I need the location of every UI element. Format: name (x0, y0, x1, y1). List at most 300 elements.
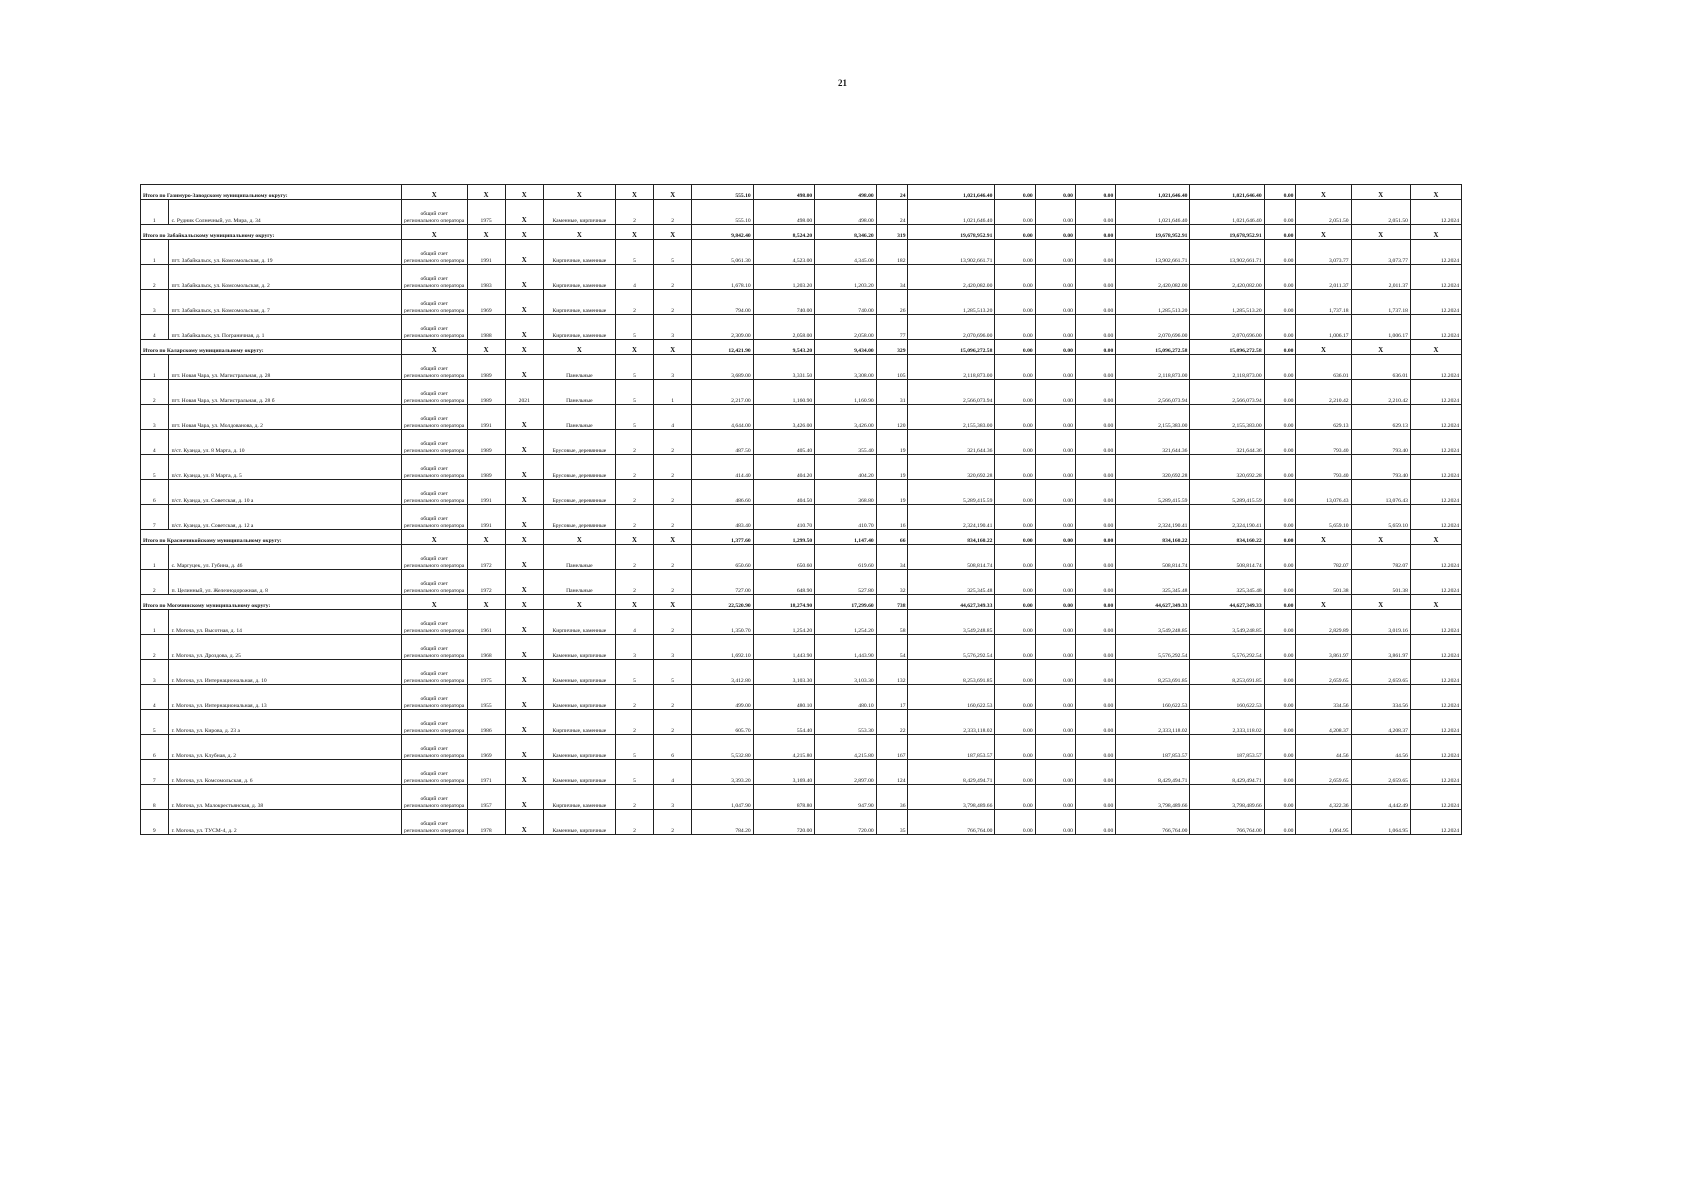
entrances-cell: 3 (654, 315, 692, 340)
entrances-cell: 3 (654, 635, 692, 660)
fund-owners-sum-cell: 834,160.22 (1190, 530, 1264, 545)
unit-cost-limit-cell: 629.13 (1351, 405, 1410, 430)
area-residential-cell: 3,426.00 (815, 405, 876, 430)
address-cell: г. Могоча, ул. Малокрестьянская, д. 38 (168, 785, 401, 810)
year-built-cell: 1989 (467, 355, 505, 380)
floors-cell: 5 (615, 405, 653, 430)
year-overhaul-cell: X (505, 290, 543, 315)
address-cell: г. Могоча, ул. ТУСМ-4, д. 2 (168, 810, 401, 835)
area-premises-cell: 498.00 (753, 185, 814, 200)
operator-cell: общий счет регионального оператора (401, 200, 467, 225)
cost-total-cell: 2,070,696.00 (908, 315, 995, 340)
operator-cell: общий счет регионального оператора (401, 355, 467, 380)
area-total-cell: 486.60 (692, 480, 753, 505)
floors-cell: 2 (615, 480, 653, 505)
operator-cell: общий счет регионального оператора (401, 635, 467, 660)
row-number-cell: 1 (141, 200, 169, 225)
residents-cell: 22 (876, 710, 908, 735)
unit-cost-limit-cell: 3,019.16 (1351, 610, 1410, 635)
fund-owners-sum-cell: 1,285,513.20 (1190, 290, 1264, 315)
deadline-cell: 12.2024 (1410, 265, 1461, 290)
unit-cost-cell: 2,659.65 (1296, 660, 1351, 685)
fund-regional-cell: 0.00 (1035, 545, 1075, 570)
deadline-cell: X (1410, 225, 1461, 240)
year-built-cell: 1975 (467, 660, 505, 685)
operator-cell: общий счет регионального оператора (401, 265, 467, 290)
fund-local-cell: 0.00 (1075, 200, 1115, 225)
area-residential-cell: 498.00 (815, 200, 876, 225)
area-total-cell: 3,393.20 (692, 760, 753, 785)
year-overhaul-cell: X (505, 530, 543, 545)
year-built-cell: 1986 (467, 710, 505, 735)
district-total-title: Итого по Забайкальскому муниципальному округу: (141, 225, 402, 240)
fund-regional-cell: 0.00 (1035, 635, 1075, 660)
area-residential-cell: 947.90 (815, 785, 876, 810)
unit-cost-cell: 2,659.65 (1296, 760, 1351, 785)
residents-cell: 24 (876, 185, 908, 200)
row-number-cell: 1 (141, 610, 169, 635)
fund-owners-cell: 44,627,349.33 (1116, 595, 1190, 610)
entrances-cell: 2 (654, 610, 692, 635)
address-cell: г. Могоча, ул. Интернациональная, д. 13 (168, 685, 401, 710)
area-residential-cell: 404.20 (815, 455, 876, 480)
fund-regional-cell: 0.00 (1035, 660, 1075, 685)
year-overhaul-cell: X (505, 635, 543, 660)
unit-cost-limit-cell: 3,073.77 (1351, 240, 1410, 265)
fund-owners-cell: 13,902,661.71 (1116, 240, 1190, 265)
row-number-cell: 3 (141, 290, 169, 315)
fund-regional-cell: 0.00 (1035, 430, 1075, 455)
deadline-cell: 12.2024 (1410, 455, 1461, 480)
deadline-cell: 12.2024 (1410, 785, 1461, 810)
fund-regional-cell: 0.00 (1035, 570, 1075, 595)
unit-cost-limit-cell: X (1351, 185, 1410, 200)
house-row (141, 265, 1462, 290)
fund-federal-cell: 0.00 (995, 265, 1035, 290)
area-premises-cell: 3,169.40 (753, 760, 814, 785)
fund-local-cell: 0.00 (1075, 660, 1115, 685)
area-residential-cell: 368.80 (815, 480, 876, 505)
area-premises-cell: 1,203.20 (753, 265, 814, 290)
fund-local-cell: 0.00 (1075, 405, 1115, 430)
area-premises-cell: 4,215.80 (753, 735, 814, 760)
area-residential-cell: 355.40 (815, 430, 876, 455)
entrances-cell: X (654, 530, 692, 545)
residents-cell: 738 (876, 595, 908, 610)
residents-cell: 19 (876, 455, 908, 480)
area-residential-cell: 410.70 (815, 505, 876, 530)
residents-cell: 120 (876, 405, 908, 430)
residents-cell: 24 (876, 200, 908, 225)
fund-owners-sum-cell: 2,566,073.94 (1190, 380, 1264, 405)
year-overhaul-cell: X (505, 710, 543, 735)
house-row (141, 200, 1462, 225)
fund-federal-cell: 0.00 (995, 315, 1035, 340)
fund-owners-sum-cell: 1,021,646.40 (1190, 200, 1264, 225)
fund-local-cell: 0.00 (1075, 290, 1115, 315)
deadline-cell: 12.2024 (1410, 315, 1461, 340)
operator-cell: общий счет регионального оператора (401, 610, 467, 635)
cost-total-cell: 44,627,349.33 (908, 595, 995, 610)
fund-other-cell: 0.00 (1264, 530, 1296, 545)
unit-cost-limit-cell: 2,659.65 (1351, 660, 1410, 685)
unit-cost-cell: 44.56 (1296, 735, 1351, 760)
fund-local-cell: 0.00 (1075, 685, 1115, 710)
fund-other-cell: 0.00 (1264, 315, 1296, 340)
fund-federal-cell: 0.00 (995, 635, 1035, 660)
unit-cost-cell: 1,064.95 (1296, 810, 1351, 835)
fund-local-cell: 0.00 (1075, 595, 1115, 610)
fund-local-cell: 0.00 (1075, 315, 1115, 340)
area-total-cell: 2,309.00 (692, 315, 753, 340)
deadline-cell: X (1410, 185, 1461, 200)
fund-federal-cell: 0.00 (995, 595, 1035, 610)
cost-total-cell: 187,853.57 (908, 735, 995, 760)
fund-owners-cell: 19,678,952.91 (1116, 225, 1190, 240)
floors-cell: X (615, 530, 653, 545)
fund-federal-cell: 0.00 (995, 430, 1035, 455)
operator-cell: X (401, 225, 467, 240)
fund-owners-cell: 2,118,873.00 (1116, 355, 1190, 380)
fund-owners-sum-cell: 2,333,118.02 (1190, 710, 1264, 735)
entrances-cell: 2 (654, 200, 692, 225)
fund-federal-cell: 0.00 (995, 185, 1035, 200)
unit-cost-limit-cell: 501.38 (1351, 570, 1410, 595)
residents-cell: 132 (876, 660, 908, 685)
wall-material-cell: Брусовые, деревянные (543, 430, 615, 455)
address-cell: п/ст. Куанда, ул. Советская, д. 10 а (168, 480, 401, 505)
fund-regional-cell: 0.00 (1035, 200, 1075, 225)
wall-material-cell: Брусовые, деревянные (543, 505, 615, 530)
cost-total-cell: 5,289,415.59 (908, 480, 995, 505)
entrances-cell: 4 (654, 405, 692, 430)
entrances-cell: 5 (654, 660, 692, 685)
fund-federal-cell: 0.00 (995, 380, 1035, 405)
fund-owners-cell: 834,160.22 (1116, 530, 1190, 545)
year-overhaul-cell: X (505, 505, 543, 530)
operator-cell: общий счет регионального оператора (401, 570, 467, 595)
deadline-cell: 12.2024 (1410, 290, 1461, 315)
wall-material-cell: Брусовые, деревянные (543, 480, 615, 505)
unit-cost-limit-cell: 4,208.37 (1351, 710, 1410, 735)
address-cell: г. Могоча, ул. Интернациональная, д. 10 (168, 660, 401, 685)
year-overhaul-cell: X (505, 660, 543, 685)
house-row (141, 570, 1462, 595)
entrances-cell: 1 (654, 380, 692, 405)
floors-cell: 5 (615, 315, 653, 340)
address-cell: пгт. Забайкальск, ул. Пограничная, д. 1 (168, 315, 401, 340)
fund-owners-sum-cell: 3,798,489.66 (1190, 785, 1264, 810)
fund-owners-cell: 1,021,646.40 (1116, 185, 1190, 200)
fund-regional-cell: 0.00 (1035, 610, 1075, 635)
deadline-cell: 12.2024 (1410, 760, 1461, 785)
entrances-cell: 2 (654, 685, 692, 710)
fund-owners-cell: 15,096,272.58 (1116, 340, 1190, 355)
residents-cell: 26 (876, 290, 908, 315)
fund-regional-cell: 0.00 (1035, 710, 1075, 735)
house-row (141, 710, 1462, 735)
fund-other-cell: 0.00 (1264, 225, 1296, 240)
fund-local-cell: 0.00 (1075, 265, 1115, 290)
fund-other-cell: 0.00 (1264, 710, 1296, 735)
floors-cell: X (615, 225, 653, 240)
fund-regional-cell: 0.00 (1035, 185, 1075, 200)
entrances-cell: 4 (654, 760, 692, 785)
unit-cost-cell: X (1296, 185, 1351, 200)
wall-material-cell: Кирпичные, каменные (543, 240, 615, 265)
area-total-cell: 487.50 (692, 430, 753, 455)
year-overhaul-cell: X (505, 265, 543, 290)
fund-federal-cell: 0.00 (995, 240, 1035, 265)
fund-other-cell: 0.00 (1264, 430, 1296, 455)
fund-local-cell: 0.00 (1075, 355, 1115, 380)
address-cell: г. Могоча, ул. Кирова, д. 23 а (168, 710, 401, 735)
operator-cell: общий счет регионального оператора (401, 505, 467, 530)
house-row (141, 455, 1462, 480)
address-cell: г. Могоча, ул. Клубная, д. 2 (168, 735, 401, 760)
district-total-title: Итого по Красночикойскому муниципальному округу: (141, 530, 402, 545)
area-total-cell: 784.20 (692, 810, 753, 835)
year-overhaul-cell: X (505, 185, 543, 200)
house-row (141, 610, 1462, 635)
year-overhaul-cell: X (505, 355, 543, 380)
area-total-cell: 4,644.00 (692, 405, 753, 430)
unit-cost-limit-cell: 5,659.10 (1351, 505, 1410, 530)
fund-owners-cell: 2,324,190.41 (1116, 505, 1190, 530)
fund-local-cell: 0.00 (1075, 610, 1115, 635)
cost-total-cell: 8,253,691.85 (908, 660, 995, 685)
year-overhaul-cell: X (505, 340, 543, 355)
year-built-cell: 1972 (467, 570, 505, 595)
year-built-cell: 1957 (467, 785, 505, 810)
fund-other-cell: 0.00 (1264, 610, 1296, 635)
area-total-cell: 1,692.10 (692, 635, 753, 660)
fund-owners-cell: 187,853.57 (1116, 735, 1190, 760)
year-built-cell: X (467, 185, 505, 200)
area-residential-cell: 619.60 (815, 545, 876, 570)
house-row (141, 240, 1462, 265)
fund-federal-cell: 0.00 (995, 570, 1035, 595)
residents-cell: 54 (876, 635, 908, 660)
fund-local-cell: 0.00 (1075, 710, 1115, 735)
fund-local-cell: 0.00 (1075, 480, 1115, 505)
year-built-cell: 1989 (467, 430, 505, 455)
year-built-cell: 1991 (467, 240, 505, 265)
year-built-cell: 1969 (467, 735, 505, 760)
unit-cost-cell: 793.40 (1296, 455, 1351, 480)
fund-federal-cell: 0.00 (995, 530, 1035, 545)
year-built-cell: 1988 (467, 315, 505, 340)
wall-material-cell: Панельные (543, 355, 615, 380)
entrances-cell: 2 (654, 480, 692, 505)
floors-cell: X (615, 185, 653, 200)
housing-repair-table (140, 184, 1462, 835)
entrances-cell: 3 (654, 355, 692, 380)
area-premises-cell: 554.40 (753, 710, 814, 735)
entrances-cell: X (654, 185, 692, 200)
wall-material-cell: X (543, 340, 615, 355)
entrances-cell: 6 (654, 735, 692, 760)
area-premises-cell: 650.60 (753, 545, 814, 570)
unit-cost-cell: 2,829.89 (1296, 610, 1351, 635)
year-built-cell: 1968 (467, 635, 505, 660)
fund-other-cell: 0.00 (1264, 595, 1296, 610)
area-total-cell: 727.00 (692, 570, 753, 595)
unit-cost-cell: 5,659.10 (1296, 505, 1351, 530)
fund-owners-sum-cell: 2,420,082.00 (1190, 265, 1264, 290)
fund-regional-cell: 0.00 (1035, 380, 1075, 405)
operator-cell: X (401, 595, 467, 610)
fund-regional-cell: 0.00 (1035, 455, 1075, 480)
unit-cost-limit-cell: 793.40 (1351, 455, 1410, 480)
cost-total-cell: 160,622.53 (908, 685, 995, 710)
cost-total-cell: 2,420,082.00 (908, 265, 995, 290)
address-cell: с. Маргуцек, ул. Губина, д. 46 (168, 545, 401, 570)
year-overhaul-cell: X (505, 480, 543, 505)
year-overhaul-cell: 2021 (505, 380, 543, 405)
fund-other-cell: 0.00 (1264, 810, 1296, 835)
fund-federal-cell: 0.00 (995, 660, 1035, 685)
operator-cell: общий счет регионального оператора (401, 785, 467, 810)
fund-regional-cell: 0.00 (1035, 810, 1075, 835)
fund-federal-cell: 0.00 (995, 735, 1035, 760)
area-total-cell: 555.10 (692, 185, 753, 200)
entrances-cell: 2 (654, 545, 692, 570)
unit-cost-limit-cell: X (1351, 595, 1410, 610)
unit-cost-cell: 4,322.36 (1296, 785, 1351, 810)
wall-material-cell: X (543, 595, 615, 610)
fund-owners-sum-cell: 2,155,383.00 (1190, 405, 1264, 430)
fund-regional-cell: 0.00 (1035, 505, 1075, 530)
year-built-cell: X (467, 530, 505, 545)
wall-material-cell: X (543, 225, 615, 240)
deadline-cell: 12.2024 (1410, 735, 1461, 760)
fund-owners-sum-cell: 2,118,873.00 (1190, 355, 1264, 380)
wall-material-cell: Панельные (543, 570, 615, 595)
operator-cell: общий счет регионального оператора (401, 480, 467, 505)
year-overhaul-cell: X (505, 595, 543, 610)
year-overhaul-cell: X (505, 455, 543, 480)
cost-total-cell: 1,021,646.40 (908, 185, 995, 200)
year-overhaul-cell: X (505, 810, 543, 835)
fund-other-cell: 0.00 (1264, 240, 1296, 265)
year-built-cell: 1971 (467, 760, 505, 785)
unit-cost-cell: 2,011.37 (1296, 265, 1351, 290)
year-overhaul-cell: X (505, 240, 543, 265)
fund-owners-cell: 5,576,292.54 (1116, 635, 1190, 660)
unit-cost-cell: 1,006.17 (1296, 315, 1351, 340)
fund-federal-cell: 0.00 (995, 405, 1035, 430)
year-built-cell: 1972 (467, 545, 505, 570)
residents-cell: 19 (876, 480, 908, 505)
unit-cost-cell: 2,210.42 (1296, 380, 1351, 405)
operator-cell: общий счет регионального оператора (401, 240, 467, 265)
year-built-cell: X (467, 340, 505, 355)
year-overhaul-cell: X (505, 570, 543, 595)
row-number-cell: 8 (141, 785, 169, 810)
fund-owners-sum-cell: 187,853.57 (1190, 735, 1264, 760)
unit-cost-limit-cell: X (1351, 225, 1410, 240)
area-premises-cell: 410.70 (753, 505, 814, 530)
deadline-cell: 12.2024 (1410, 685, 1461, 710)
year-built-cell: X (467, 595, 505, 610)
entrances-cell: 5 (654, 240, 692, 265)
floors-cell: 2 (615, 570, 653, 595)
cost-total-cell: 1,285,513.20 (908, 290, 995, 315)
floors-cell: 3 (615, 635, 653, 660)
area-premises-cell: 18,274.90 (753, 595, 814, 610)
row-number-cell: 1 (141, 545, 169, 570)
area-residential-cell: 1,443.90 (815, 635, 876, 660)
area-total-cell: 555.10 (692, 200, 753, 225)
entrances-cell: 2 (654, 710, 692, 735)
unit-cost-cell: X (1296, 225, 1351, 240)
unit-cost-limit-cell: 2,659.65 (1351, 760, 1410, 785)
year-overhaul-cell: X (505, 545, 543, 570)
year-overhaul-cell: X (505, 760, 543, 785)
operator-cell: общий счет регионального оператора (401, 710, 467, 735)
overhaul-register-table (140, 184, 1462, 835)
fund-owners-cell: 2,333,118.02 (1116, 710, 1190, 735)
fund-regional-cell: 0.00 (1035, 290, 1075, 315)
deadline-cell: 12.2024 (1410, 380, 1461, 405)
fund-regional-cell: 0.00 (1035, 735, 1075, 760)
fund-other-cell: 0.00 (1264, 785, 1296, 810)
area-premises-cell: 2,058.00 (753, 315, 814, 340)
operator-cell: общий счет регионального оператора (401, 380, 467, 405)
operator-cell: общий счет регионального оператора (401, 455, 467, 480)
operator-cell: общий счет регионального оператора (401, 810, 467, 835)
year-overhaul-cell: X (505, 225, 543, 240)
house-row (141, 635, 1462, 660)
cost-total-cell: 5,576,292.54 (908, 635, 995, 660)
fund-federal-cell: 0.00 (995, 610, 1035, 635)
cost-total-cell: 2,155,383.00 (908, 405, 995, 430)
unit-cost-limit-cell: 4,442.49 (1351, 785, 1410, 810)
fund-owners-cell: 5,289,415.59 (1116, 480, 1190, 505)
house-row (141, 290, 1462, 315)
area-premises-cell: 3,103.30 (753, 660, 814, 685)
area-total-cell: 1,678.10 (692, 265, 753, 290)
floors-cell: 5 (615, 660, 653, 685)
residents-cell: 34 (876, 265, 908, 290)
floors-cell: 2 (615, 685, 653, 710)
area-residential-cell: 1,203.20 (815, 265, 876, 290)
fund-local-cell: 0.00 (1075, 430, 1115, 455)
fund-owners-sum-cell: 8,429,494.71 (1190, 760, 1264, 785)
year-overhaul-cell: X (505, 785, 543, 810)
address-cell: г. Могоча, ул. Комсомольская, д. 6 (168, 760, 401, 785)
house-row (141, 430, 1462, 455)
cost-total-cell: 1,021,646.40 (908, 200, 995, 225)
cost-total-cell: 2,566,073.94 (908, 380, 995, 405)
area-residential-cell: 3,103.30 (815, 660, 876, 685)
wall-material-cell: Панельные (543, 380, 615, 405)
area-total-cell: 499.00 (692, 685, 753, 710)
floors-cell: 2 (615, 785, 653, 810)
fund-other-cell: 0.00 (1264, 760, 1296, 785)
unit-cost-cell: 782.07 (1296, 545, 1351, 570)
address-cell: с. Рудник Солнечный, ул. Мира, д. 34 (168, 200, 401, 225)
fund-owners-sum-cell: 160,622.53 (1190, 685, 1264, 710)
fund-other-cell: 0.00 (1264, 735, 1296, 760)
residents-cell: 34 (876, 545, 908, 570)
unit-cost-limit-cell: 2,210.42 (1351, 380, 1410, 405)
row-number-cell: 5 (141, 710, 169, 735)
fund-local-cell: 0.00 (1075, 760, 1115, 785)
area-premises-cell: 9,543.20 (753, 340, 814, 355)
operator-cell: X (401, 530, 467, 545)
